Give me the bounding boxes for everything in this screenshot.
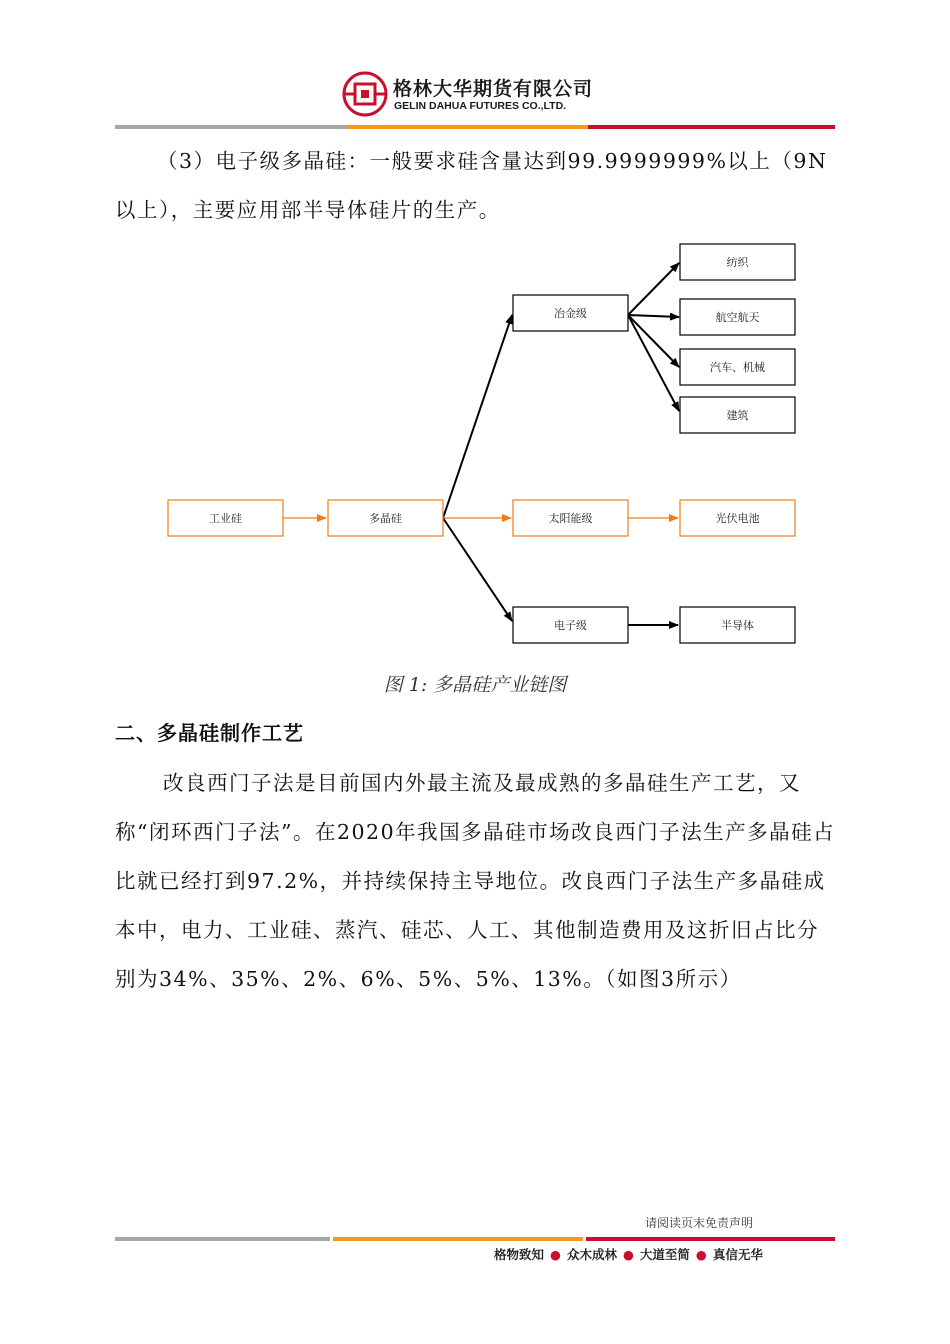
node-industrial-silicon <box>168 500 283 536</box>
node-metallurgical-grade <box>513 295 628 331</box>
footer-rule-orange <box>333 1237 583 1241</box>
arrow-metallurgical-to-textile <box>628 263 679 315</box>
bullet-dot-icon: ● <box>622 1247 634 1262</box>
company-name-en: GELIN DAHUA FUTURES CO.,LTD. <box>394 100 567 112</box>
node-aerospace <box>680 299 795 335</box>
footer-rule-gray <box>115 1237 330 1241</box>
paragraph-siemens-process: 改良西门子法是目前国内外最主流及最成熟的多晶硅生产工艺，又称“闭环西门子法”。在2020年我国多晶硅市场改良西门子法生产多晶硅占比就已经打到97.2%，并持续保持主导地位。改良西门子法生产多晶硅成本中，电力、工业硅、蒸汽、硅芯、人工、其他制造费用及这折旧占比分别为34%、35%、2%、6%、5%、5%、13%。（如图3所示） <box>115 771 836 991</box>
svg-text:多晶硅: 多晶硅 <box>369 512 402 525</box>
svg-text:冶金级: 冶金级 <box>554 307 587 320</box>
section-heading: 二、多晶硅制作工艺 <box>115 721 304 745</box>
svg-text:工业硅: 工业硅 <box>209 512 242 525</box>
company-logo-icon <box>342 71 388 117</box>
node-pv-cell <box>680 500 795 536</box>
node-solar-grade <box>513 500 628 536</box>
company-name-cn: 格林大华期货有限公司 <box>393 78 594 100</box>
arrow-poly-to-metallurgical <box>443 315 512 518</box>
header-rule-red <box>588 125 835 129</box>
node-semiconductor <box>680 607 795 643</box>
node-polysilicon <box>328 500 443 536</box>
arrow-metallurgical-to-auto <box>628 315 679 367</box>
slogan-4: 真信无华 <box>712 1247 763 1262</box>
paragraph-electronic-grade: （3）电子级多晶硅：一般要求硅含量达到99.9999999%以上（9N以上），主要应用部半导体硅片的生产。 <box>115 149 828 222</box>
arrow-poly-to-electronic <box>443 518 512 621</box>
footer-rule-red <box>586 1237 835 1241</box>
slogan-2: 众木成林 <box>566 1247 617 1262</box>
node-auto-machinery <box>680 349 795 385</box>
arrow-metallurgical-to-construction <box>628 315 679 411</box>
svg-text:汽车、机械: 汽车、机械 <box>710 361 765 374</box>
svg-text:纺织: 纺织 <box>726 256 749 269</box>
disclaimer-note: 请阅读页末免责声明 <box>645 1216 754 1230</box>
industry-chain-diagram <box>0 235 950 655</box>
arrow-metallurgical-to-aerospace <box>628 315 679 317</box>
svg-text:航空航天: 航空航天 <box>715 311 760 324</box>
svg-text:电子级: 电子级 <box>554 619 587 632</box>
header-rule-gray <box>115 125 348 129</box>
node-textile <box>680 244 795 280</box>
slogan-3: 大道至简 <box>639 1247 690 1262</box>
bullet-dot-icon: ● <box>695 1247 707 1262</box>
svg-text:半导体: 半导体 <box>721 619 754 632</box>
svg-text:光伏电池: 光伏电池 <box>715 512 760 525</box>
node-construction <box>680 397 795 433</box>
bullet-dot-icon: ● <box>550 1247 561 1262</box>
footer-slogans <box>494 1245 763 1263</box>
node-electronic-grade <box>513 607 628 643</box>
slogan-1: 格物致知 <box>494 1247 545 1262</box>
svg-text:太阳能级: 太阳能级 <box>548 512 593 525</box>
header-rule-orange <box>348 125 588 129</box>
figure-caption: 图 1: 多晶硅产业链图 <box>383 674 567 696</box>
svg-text:建筑: 建筑 <box>726 409 749 422</box>
